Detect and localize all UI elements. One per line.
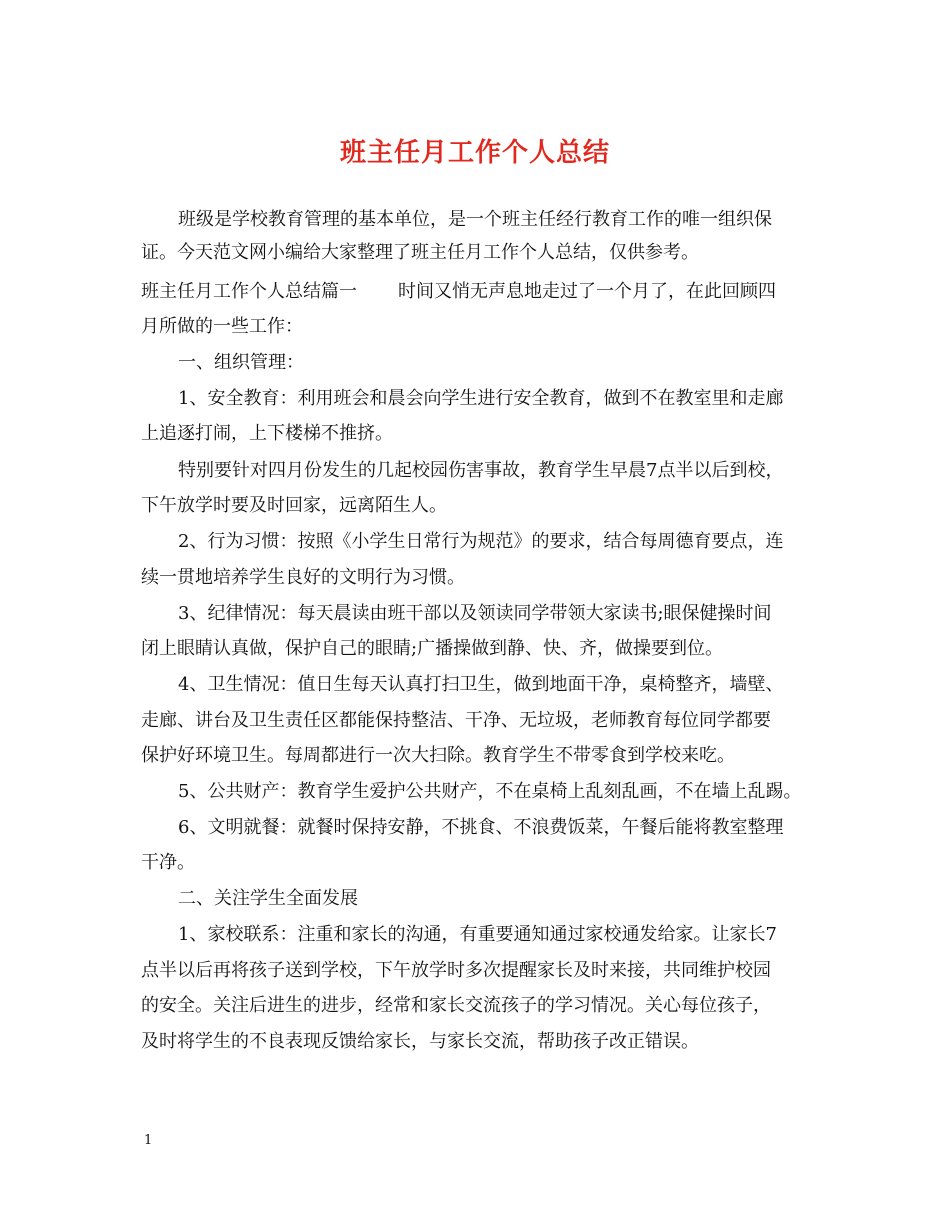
- line-text: 续一贯地培养学生良好的文明行为习惯。: [141, 567, 465, 588]
- page-number: 1: [144, 1133, 153, 1148]
- line-text: 上追逐打闹，上下楼梯不推挤。: [141, 423, 393, 444]
- line-text: 2、行为习惯：按照《小学生日常行为规范》的要求，结合每周德育要点，连: [178, 531, 784, 552]
- line-text: 二、关注学生全面发展: [178, 888, 358, 909]
- line-text: 月所做的一些工作：: [141, 316, 303, 337]
- line-text: 证。今天范文网小编给大家整理了班主任月工作个人总结，仅供参考。: [141, 242, 699, 263]
- line-text: 及时将学生的不良表现反馈给家长，与家长交流，帮助孩子改正错误。: [141, 1031, 699, 1052]
- line-text: 点半以后再将孩子送到学校，下午放学时多次提醒家长及时来接，共同维护校园: [141, 960, 771, 981]
- line-text: 6、文明就餐：就餐时保持安静，不挑食、不浪费饭菜，午餐后能将教室整理: [178, 817, 784, 838]
- line-text: 特别要针对四月份发生的几起校园伤害事故，教育学生早晨7点半以后到校，: [178, 460, 784, 481]
- line-text: 的安全。关注后进生的进步，经常和家长交流孩子的学习情况。关心每位孩子，: [141, 995, 771, 1016]
- line-text: 1、家校联系：注重和家长的沟通，有重要通知通过家校通发给家。让家长7: [178, 924, 777, 945]
- line-text: 下午放学时要及时回家，远离陌生人。: [141, 495, 447, 516]
- line-text-continued: 时间又悄无声息地走过了一个月了，在此回顾四: [398, 281, 776, 302]
- line-text: 干净。: [141, 852, 195, 873]
- line-text: 4、卫生情况：值日生每天认真打扫卫生，做到地面干净，桌椅整齐，墙壁、: [178, 674, 784, 695]
- line-text: 闭上眼睛认真做，保护自己的眼睛;广播操做到静、快、齐，做操要到位。: [141, 638, 724, 659]
- line-text: 班主任月工作个人总结篇一: [141, 281, 357, 302]
- line-text: 5、公共财产：教育学生爱护公共财产，不在桌椅上乱刻乱画，不在墙上乱踢。: [178, 781, 802, 802]
- line-text: 走廊、讲台及卫生责任区都能保持整洁、干净、无垃圾，老师教育每位同学都要: [141, 710, 771, 731]
- line-text: 一、组织管理：: [178, 352, 304, 373]
- line-text: 3、纪律情况：每天晨读由班干部以及领读同学带领大家读书;眼保健操时间: [178, 603, 772, 624]
- line-text: 班级是学校教育管理的基本单位，是一个班主任经行教育工作的唯一组织保: [178, 209, 772, 230]
- line-text: 1、安全教育：利用班会和晨会向学生进行安全教育，做到不在教室里和走廊: [178, 388, 784, 409]
- document-title: 班主任月工作个人总结: [339, 138, 610, 168]
- line-text: 保护好环境卫生。每周都进行一次大扫除。教育学生不带零食到学校来吃。: [141, 745, 735, 766]
